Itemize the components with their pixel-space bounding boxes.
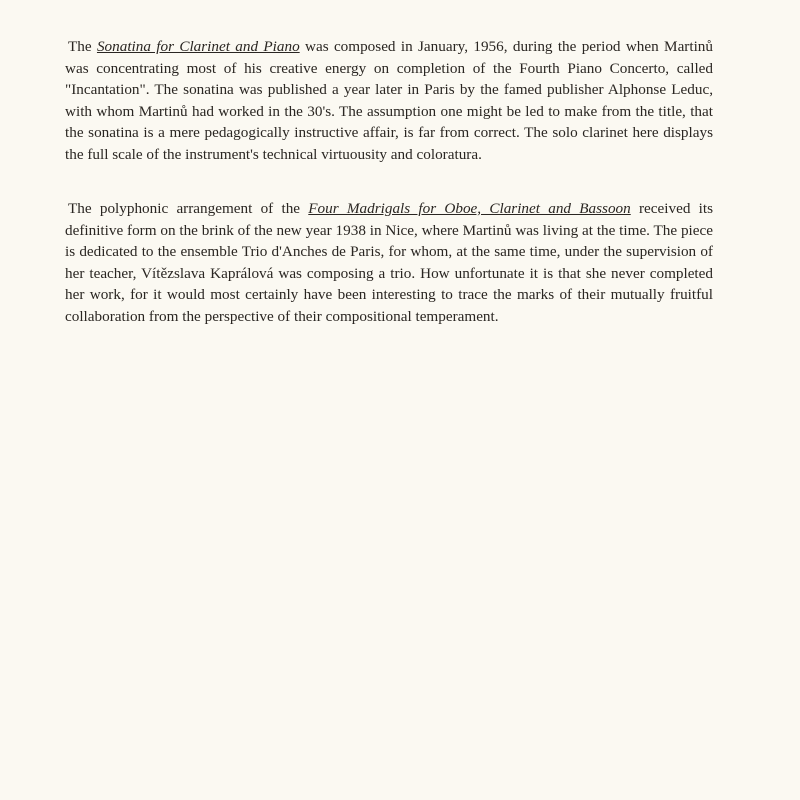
paragraph-lead: The polyphonic arrangement of the [68, 200, 309, 217]
work-title-sonatina: Sonatina for Clarinet and Piano [96, 38, 300, 55]
paragraph-sonatina [65, 36, 713, 166]
paragraph-madrigals [65, 198, 713, 328]
paragraph-body: received its definitive form on the brink of the new year 1938 in Nice, where Martinů was living at the time. The piece is dedicated to the ensemble Trio d'Anches de Paris, for whom, at the same time, under the supervision of her teacher, Vítězslava Kaprálová was composing a trio. How unfortunate it is that she never completed her work, for it would most certainly have been interesting to trace the marks of their mutually fruitful collaboration from the perspective of their compositional temperament. [65, 200, 714, 325]
work-title-madrigals: Four Madrigals for Oboe, Clarinet and Bassoon [308, 200, 631, 217]
paragraph-body: was composed in January, 1956, during the period when Martinů was concentrating most of his creative energy on completion of the Fourth Piano Concerto, called "Incantation". The sonatina was published a year later in Paris by the famed publisher Alphonse Leduc, with whom Martinů had worked in the 30's. The assumption one might be led to make from the title, that the sonatina is a mere pedagogically instructive affair, is far from correct. The solo clarinet here displays the full scale of the instrument's technical virtuousity and coloratura. [65, 38, 713, 163]
paragraph-lead: The [68, 38, 97, 55]
